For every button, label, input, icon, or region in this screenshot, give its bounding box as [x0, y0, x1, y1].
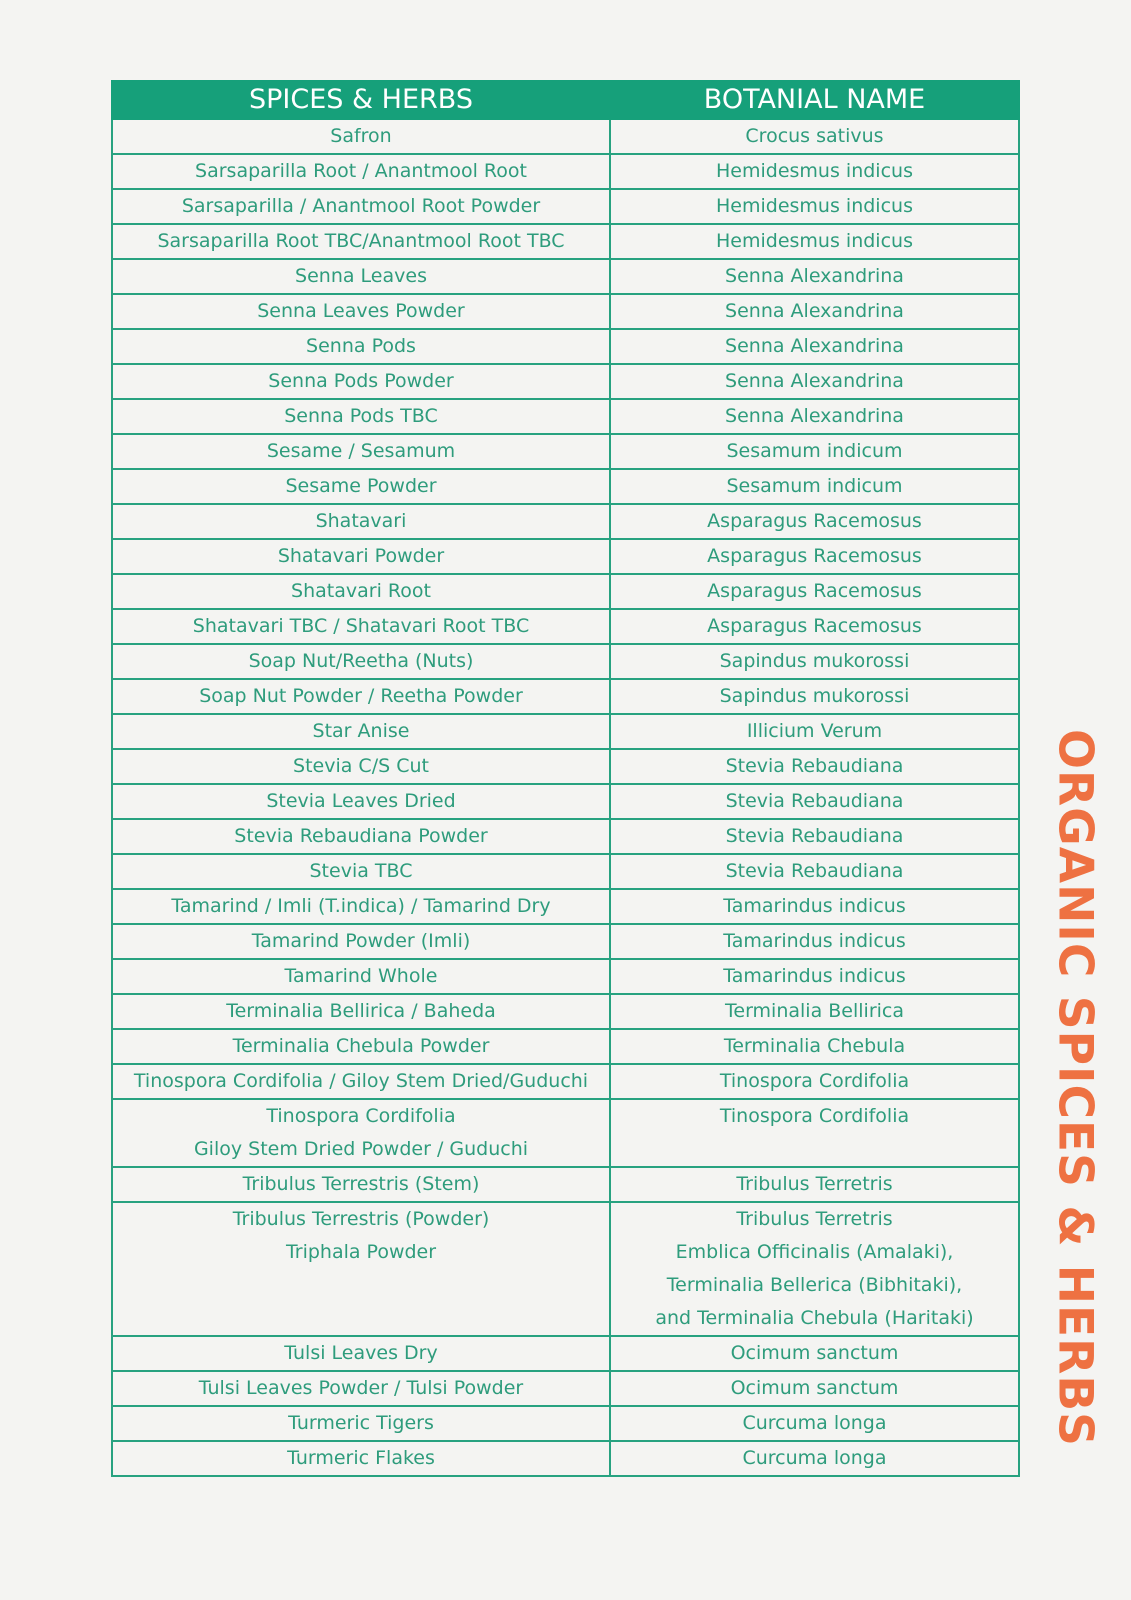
botanical-name-cell: [610, 1406, 1019, 1441]
botanical-name-cell: [610, 644, 1019, 679]
botanical-name-line: Hemidesmus indicus: [716, 230, 913, 252]
botanical-name-cell: [610, 259, 1019, 294]
spice-name-cell: [112, 364, 610, 399]
table-row: [112, 469, 1019, 504]
table-row: [112, 119, 1019, 154]
spice-name-line: Senna Pods: [306, 335, 416, 357]
spice-name-line: Turmeric Tigers: [288, 1412, 434, 1434]
botanical-name-cell: [610, 784, 1019, 819]
botanical-name-cell: [610, 329, 1019, 364]
botanical-name-line: Sesamum indicum: [726, 440, 903, 462]
spice-name-line: Sesame Powder: [285, 475, 437, 497]
botanical-name-line: Ocimum sanctum: [730, 1377, 899, 1399]
spice-name-cell: [112, 714, 610, 749]
table-row: [112, 224, 1019, 259]
botanical-name-cell: [610, 994, 1019, 1029]
table-row: [112, 259, 1019, 294]
table-row: [112, 679, 1019, 714]
spice-name-cell: [112, 1336, 610, 1371]
botanical-name-line: Stevia Rebaudiana: [725, 825, 904, 847]
table-row: [112, 714, 1019, 749]
botanical-name-cell: [610, 574, 1019, 609]
spice-name-line: Shatavari: [315, 510, 407, 532]
table-row: [112, 504, 1019, 539]
spice-name-cell: [112, 329, 610, 364]
botanical-name-cell: [610, 294, 1019, 329]
botanical-name-cell: [610, 749, 1019, 784]
table-body: [112, 119, 1019, 1476]
spice-name-cell: [112, 189, 610, 224]
spice-name-line: Senna Leaves: [295, 265, 427, 287]
spice-name-cell: [112, 1029, 610, 1064]
botanical-name-cell: [610, 714, 1019, 749]
botanical-name-cell: [610, 399, 1019, 434]
botanical-name-cell: [610, 224, 1019, 259]
botanical-name-cell: [610, 1029, 1019, 1064]
table-row: [112, 1336, 1019, 1371]
botanical-name-cell: [610, 819, 1019, 854]
botanical-name-line: Asparagus Racemosus: [707, 510, 922, 532]
botanical-name-cell: [610, 1202, 1019, 1336]
table-row: [112, 644, 1019, 679]
spice-name-cell: [112, 294, 610, 329]
botanical-name-line: Stevia Rebaudiana: [725, 755, 904, 777]
spice-name-cell: [112, 1202, 610, 1336]
botanical-name-line: Tribulus Terretris: [736, 1173, 893, 1195]
botanical-name-cell: [610, 154, 1019, 189]
botanical-name-line: Senna Alexandrina: [725, 405, 904, 427]
botanical-name-cell: [610, 1441, 1019, 1476]
spice-name-cell: [112, 1167, 610, 1202]
botanical-name-line: Hemidesmus indicus: [716, 195, 913, 217]
botanical-name-line: Curcuma longa: [742, 1412, 887, 1434]
botanical-name-line: Tamarindus indicus: [723, 965, 906, 987]
table-row: [112, 1029, 1019, 1064]
table-row: [112, 1441, 1019, 1476]
table-row: [112, 294, 1019, 329]
table-row: [112, 889, 1019, 924]
botanical-name-cell: [610, 1064, 1019, 1099]
header-botanical-name: BOTANIAL NAME: [610, 81, 1019, 119]
spice-name-line: Tribulus Terrestris (Stem): [242, 1173, 480, 1195]
spice-name-cell: [112, 504, 610, 539]
table-row: [112, 364, 1019, 399]
spice-name-cell: [112, 1064, 610, 1099]
botanical-name-line: Hemidesmus indicus: [716, 160, 913, 182]
botanical-name-line: and Terminalia Chebula (Haritaki): [655, 1307, 974, 1329]
spice-name-line: Turmeric Flakes: [287, 1447, 435, 1469]
botanical-name-line: Senna Alexandrina: [725, 335, 904, 357]
spice-name-cell: [112, 924, 610, 959]
table-row: [112, 959, 1019, 994]
botanical-name-cell: [610, 434, 1019, 469]
botanical-name-line: Illicium Verum: [746, 720, 883, 742]
spice-name-line: Terminalia Bellirica / Baheda: [226, 1000, 496, 1022]
botanical-name-line: Tamarindus indicus: [723, 930, 906, 952]
spice-name-cell: [112, 644, 610, 679]
botanical-name-line: Asparagus Racemosus: [707, 615, 922, 637]
botanical-name-cell: [610, 609, 1019, 644]
botanical-name-cell: [610, 364, 1019, 399]
spice-name-line: Tribulus Terrestris (Powder): [232, 1208, 490, 1230]
spice-name-cell: [112, 959, 610, 994]
botanical-name-cell: [610, 189, 1019, 224]
table-row: [112, 994, 1019, 1029]
botanical-name-line: Sapindus mukorossi: [719, 650, 910, 672]
spice-name-line: Tulsi Leaves Powder / Tulsi Powder: [198, 1377, 524, 1399]
botanical-name-line: Asparagus Racemosus: [707, 545, 922, 567]
spice-name-line: Triphala Powder: [285, 1241, 437, 1263]
botanical-name-cell: [610, 119, 1019, 154]
botanical-name-cell: [610, 1167, 1019, 1202]
spice-name-line: Stevia Rebaudiana Powder: [234, 825, 488, 847]
botanical-name-line: Tinospora Cordifolia: [719, 1070, 910, 1092]
botanical-name-line: Sesamum indicum: [726, 475, 903, 497]
spice-name-line: Tinospora Cordifolia / Giloy Stem Dried/Guduchi: [133, 1070, 589, 1092]
table-row: [112, 819, 1019, 854]
botanical-name-line: Crocus sativus: [745, 125, 884, 147]
spice-name-line: Soap Nut Powder / Reetha Powder: [199, 685, 523, 707]
spice-name-line: Shatavari Root: [291, 580, 431, 602]
botanical-name-line: Terminalia Chebula: [723, 1035, 906, 1057]
table-row: [112, 1406, 1019, 1441]
table-row: [112, 189, 1019, 224]
spice-name-line: Senna Pods Powder: [268, 370, 454, 392]
table-row: [112, 434, 1019, 469]
table-row: [112, 1202, 1019, 1336]
table-row: [112, 609, 1019, 644]
botanical-name-cell: [610, 504, 1019, 539]
botanical-name-line: Tribulus Terretris: [736, 1208, 893, 1230]
botanical-name-line: Terminalia Bellerica (Bibhitaki),: [666, 1274, 963, 1296]
botanical-name-line: Senna Alexandrina: [725, 300, 904, 322]
botanical-name-cell: [610, 539, 1019, 574]
table-row: [112, 784, 1019, 819]
spice-name-cell: [112, 889, 610, 924]
spice-name-cell: [112, 1371, 610, 1406]
table-row: [112, 574, 1019, 609]
spice-name-cell: [112, 679, 610, 714]
spice-name-line: Sarsaparilla / Anantmool Root Powder: [181, 195, 541, 217]
botanical-name-line: Ocimum sanctum: [730, 1342, 899, 1364]
spice-name-cell: [112, 1441, 610, 1476]
spice-name-line: Tamarind Powder (Imli): [251, 930, 471, 952]
botanical-name-cell: [610, 1099, 1019, 1167]
spice-name-cell: [112, 784, 610, 819]
botanical-name-cell: [610, 924, 1019, 959]
spice-name-cell: [112, 434, 610, 469]
spice-name-line: Shatavari Powder: [277, 545, 445, 567]
spice-name-cell: [112, 819, 610, 854]
spice-name-line: Soap Nut/Reetha (Nuts): [248, 650, 474, 672]
spice-name-cell: [112, 1406, 610, 1441]
botanical-name-line: Senna Alexandrina: [725, 265, 904, 287]
spice-name-line: Sarsaparilla Root TBC/Anantmool Root TBC: [157, 230, 565, 252]
spice-name-cell: [112, 574, 610, 609]
table-row: [112, 539, 1019, 574]
botanical-name-line: Stevia Rebaudiana: [725, 860, 904, 882]
botanical-name-cell: [610, 854, 1019, 889]
spice-name-line: Senna Pods TBC: [284, 405, 438, 427]
spice-name-line: Giloy Stem Dried Powder / Guduchi: [193, 1138, 529, 1160]
botanical-name-cell: [610, 959, 1019, 994]
spices-herbs-table: [111, 80, 1020, 1477]
spice-name-line: Tinospora Cordifolia: [266, 1105, 456, 1127]
botanical-name-cell: [610, 469, 1019, 504]
table-header-row: [112, 81, 1019, 119]
spice-name-line: Safron: [330, 125, 392, 147]
botanical-name-line: Curcuma longa: [742, 1447, 887, 1469]
botanical-name-cell: [610, 679, 1019, 714]
botanical-name-cell: [610, 1371, 1019, 1406]
botanical-name-line: Senna Alexandrina: [725, 370, 904, 392]
spice-name-line: Tamarind Whole: [284, 965, 438, 987]
table-row: [112, 924, 1019, 959]
table-row: [112, 1371, 1019, 1406]
spice-name-cell: [112, 749, 610, 784]
botanical-name-line: Stevia Rebaudiana: [725, 790, 904, 812]
spice-name-line: Stevia TBC: [309, 860, 413, 882]
spice-name-line: Shatavari TBC / Shatavari Root TBC: [192, 615, 530, 637]
table-row: [112, 854, 1019, 889]
botanical-name-line: Tamarindus indicus: [723, 895, 906, 917]
table-row: [112, 749, 1019, 784]
side-title: ORGANIC SPICES & HERBS: [1047, 728, 1103, 1448]
table-row: [112, 1099, 1019, 1167]
spice-name-line: Senna Leaves Powder: [257, 300, 465, 322]
spice-name-cell: [112, 224, 610, 259]
spice-name-cell: [112, 854, 610, 889]
spice-name-cell: [112, 154, 610, 189]
botanical-name-line: Emblica Officinalis (Amalaki),: [675, 1241, 954, 1263]
spice-name-cell: [112, 259, 610, 294]
spice-name-cell: [112, 469, 610, 504]
spice-name-cell: [112, 399, 610, 434]
spice-name-line: Sarsaparilla Root / Anantmool Root: [195, 160, 527, 182]
botanical-name-line: Terminalia Bellirica: [725, 1000, 904, 1022]
botanical-name-cell: [610, 889, 1019, 924]
spice-name-line: Terminalia Chebula Powder: [232, 1035, 490, 1057]
spice-name-cell: [112, 1099, 610, 1167]
botanical-name-line: Tinospora Cordifolia: [719, 1105, 910, 1127]
table-row: [112, 1064, 1019, 1099]
botanical-name-cell: [610, 1336, 1019, 1371]
table-row: [112, 154, 1019, 189]
spice-name-line: Tamarind / Imli (T.indica) / Tamarind Dry: [171, 895, 551, 917]
table-row: [112, 329, 1019, 364]
spice-name-cell: [112, 609, 610, 644]
botanical-name-line: Asparagus Racemosus: [707, 580, 922, 602]
botanical-name-line: Sapindus mukorossi: [719, 685, 910, 707]
spice-name-line: Stevia Leaves Dried: [266, 790, 456, 812]
table-row: [112, 1167, 1019, 1202]
spice-name-line: Stevia C/S Cut: [293, 755, 429, 777]
table-row: [112, 399, 1019, 434]
spice-name-line: Sesame / Sesamum: [266, 440, 456, 462]
spice-name-cell: [112, 994, 610, 1029]
spice-name-line: Star Anise: [312, 720, 410, 742]
spice-name-line: Tulsi Leaves Dry: [284, 1342, 438, 1364]
spice-name-cell: [112, 539, 610, 574]
header-spices-herbs: SPICES & HERBS: [112, 81, 610, 119]
spice-name-cell: [112, 119, 610, 154]
